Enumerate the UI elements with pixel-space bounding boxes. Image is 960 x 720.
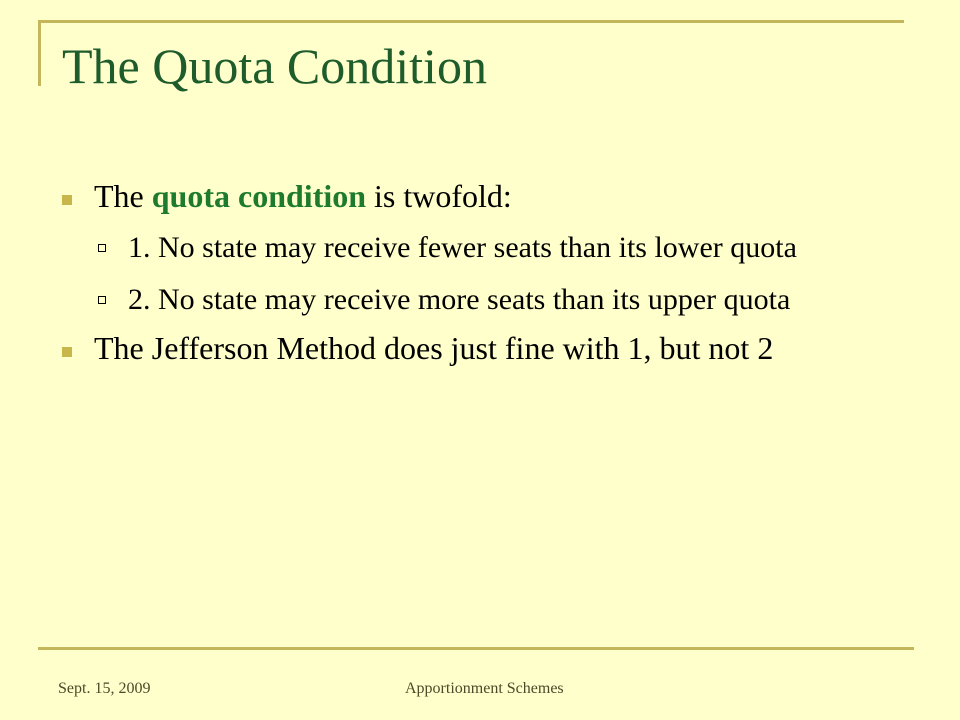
left-rule	[38, 20, 41, 86]
bullet-text: The Jefferson Method does just fine with 1, but not 2	[94, 330, 774, 366]
subitem-upper-quota	[62, 276, 882, 324]
subitem-text: 1. No state may receive fewer seats than its lower quota	[128, 231, 797, 264]
footer-presentation-title: Apportionment Schemes	[405, 680, 564, 697]
bullet-jefferson-method	[62, 326, 882, 370]
footer-rule	[38, 647, 914, 650]
hollow-square-bullet-icon	[98, 296, 106, 304]
bullet-prefix: The	[94, 178, 144, 214]
hollow-square-bullet-icon	[98, 244, 106, 252]
square-bullet-icon	[62, 347, 72, 357]
quota-condition-term: quota condition	[151, 178, 367, 214]
slide-title: The Quota Condition	[62, 38, 487, 94]
footer-date: Sept. 15, 2009	[58, 680, 151, 697]
bullet-quota-condition	[62, 174, 882, 218]
slide-content	[62, 174, 882, 370]
subitem-lower-quota	[62, 224, 882, 272]
bullet-suffix: is twofold:	[374, 178, 512, 214]
square-bullet-icon	[62, 195, 72, 205]
top-rule	[38, 20, 904, 23]
subitem-text: 2. No state may receive more seats than its upper quota	[128, 283, 791, 316]
